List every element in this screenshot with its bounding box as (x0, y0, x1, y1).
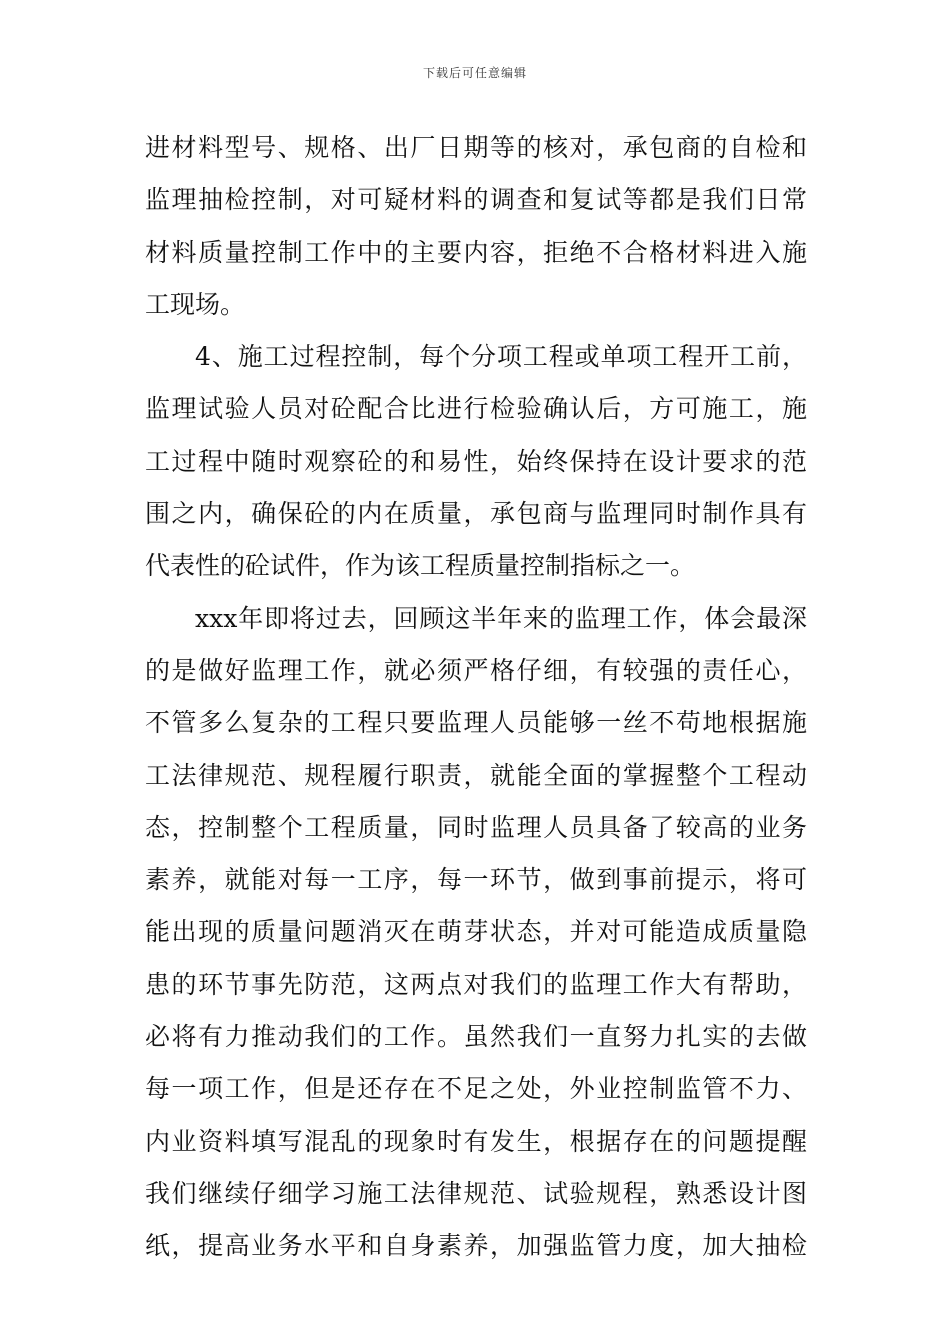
text-line: 工法律规范、规程履行职责，就能全面的掌握整个工程动 (145, 760, 807, 790)
text-line: 工过程中随时观察砼的和易性，始终保持在设计要求的范 (145, 446, 807, 476)
text-line: 材料质量控制工作中的主要内容，拒绝不合格材料进入施 (145, 237, 807, 267)
text-line: xxx年即将过去，回顾这半年来的监理工作，体会最深 (195, 603, 807, 633)
text-line: 必将有力推动我们的工作。虽然我们一直努力扎实的去做 (145, 1022, 807, 1052)
document-body (145, 122, 807, 1273)
paragraph-3 (145, 593, 807, 1273)
text-line: 工现场。 (145, 289, 246, 319)
text-line: 纸，提高业务水平和自身素养，加强监管力度，加大抽检 (145, 1231, 807, 1261)
page-header: 下载后可任意编辑 (422, 66, 527, 80)
paragraph-1 (145, 122, 807, 331)
text-line: 素养，就能对每一工序，每一环节，做到事前提示，将可 (145, 865, 807, 895)
text-line: 态，控制整个工程质量，同时监理人员具备了较高的业务 (145, 812, 807, 842)
text-line: 的是做好监理工作，就必须严格仔细，有较强的责任心， (145, 655, 807, 685)
text-line: 患的环节事先防范，这两点对我们的监理工作大有帮助， (145, 969, 807, 999)
text-line: 我们继续仔细学习施工法律规范、试验规程，熟悉设计图 (145, 1178, 807, 1208)
text-line: 监理抽检控制，对可疑材料的调查和复试等都是我们日常 (145, 185, 807, 215)
paragraph-2 (145, 331, 807, 592)
text-line: 不管多么复杂的工程只要监理人员能够一丝不苟地根据施 (145, 708, 807, 738)
text-line: 监理试验人员对砼配合比进行检验确认后，方可施工，施 (145, 394, 807, 424)
text-line: 代表性的砼试件，作为该工程质量控制指标之一。 (145, 551, 696, 581)
text-line: 4、施工过程控制，每个分项工程或单项工程开工前， (195, 342, 807, 372)
text-line: 能出现的质量问题消灭在萌芽状态，并对可能造成质量隐 (145, 917, 807, 947)
text-line: 围之内，确保砼的内在质量，承包商与监理同时制作具有 (145, 499, 807, 529)
text-line: 进材料型号、规格、出厂日期等的核对，承包商的自检和 (145, 133, 807, 162)
text-line: 每一项工作，但是还存在不足之处，外业控制监管不力、 (145, 1074, 807, 1104)
text-line: 内业资料填写混乱的现象时有发生，根据存在的问题提醒 (145, 1126, 807, 1156)
